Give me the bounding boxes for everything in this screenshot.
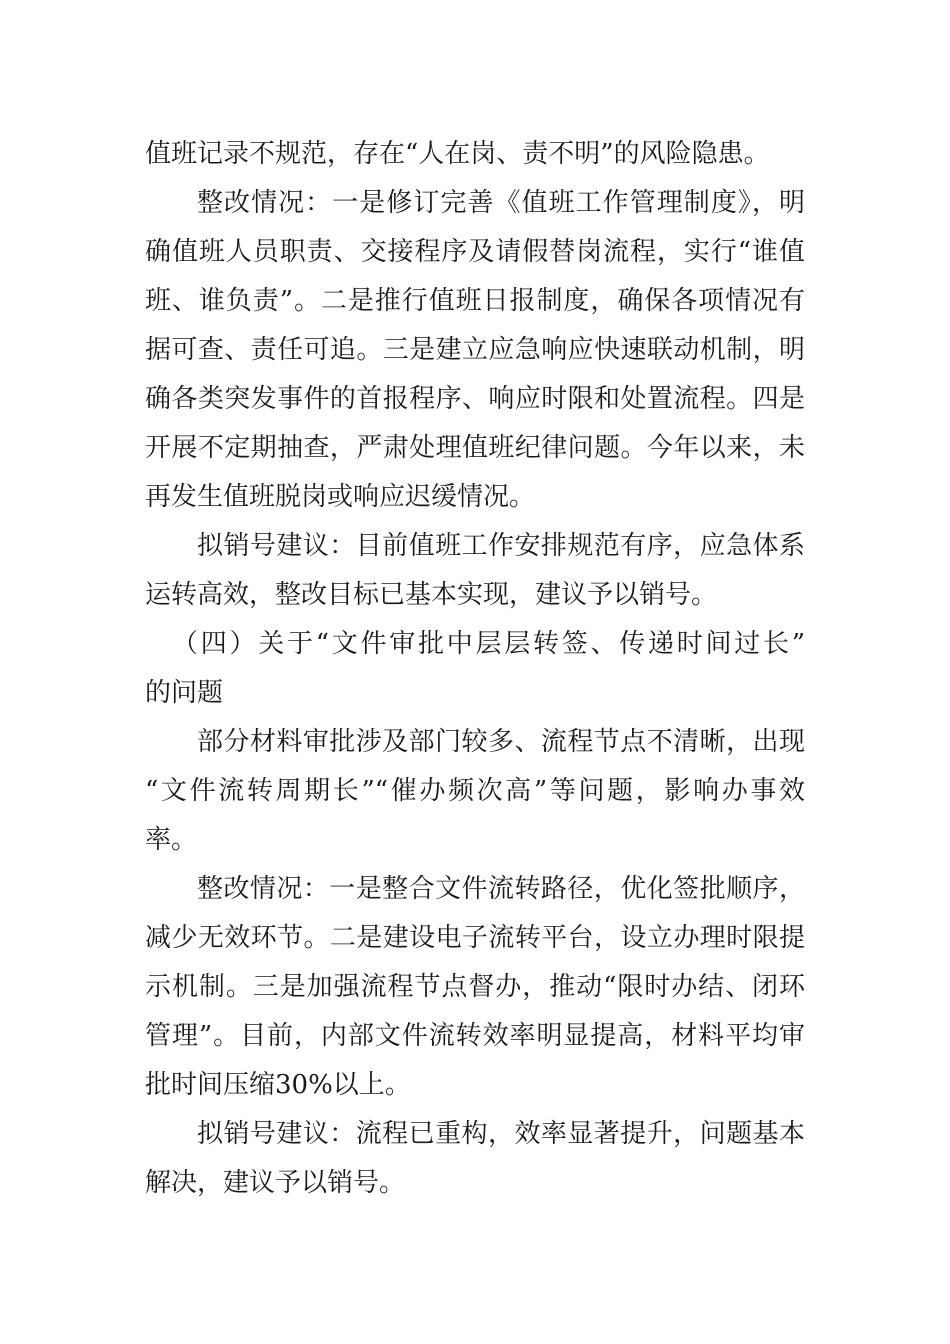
text-line: 部分材料审批涉及部门较多、流程节点不清晰，出现 xyxy=(197,727,805,757)
text-line: 减少无效环节。二是建设电子流转平台，设立办理时限提 xyxy=(145,923,805,953)
text-line: 据可查、责任可追。三是建立应急响应快速联动机制，明 xyxy=(145,335,805,365)
text-line: 拟销号建议：目前值班工作安排规范有序，应急体系 xyxy=(197,531,805,561)
text-line: 运转高效，整改目标已基本实现，建议予以销号。 xyxy=(145,580,718,610)
text-line: 班、谁负责”。二是推行值班日报制度，确保各项情况有 xyxy=(145,286,805,316)
text-line: 确各类突发事件的首报程序、响应时限和处置流程。四是 xyxy=(145,384,805,414)
text-line: 批时间压缩30%以上。 xyxy=(145,1070,411,1100)
text-line: 率。 xyxy=(145,825,198,855)
section-heading: 的问题 xyxy=(145,678,224,708)
text-line: 值班记录不规范，存在“人在岗、责不明”的风险隐患。 xyxy=(145,139,770,169)
text-line: 整改情况：一是修订完善《值班工作管理制度》，明 xyxy=(197,188,805,218)
text-line: 管理”。目前，内部文件流转效率明显提高，材料平均审 xyxy=(145,1021,805,1051)
text-line: 确值班人员职责、交接程序及请假替岗流程，实行“谁值 xyxy=(145,237,805,267)
text-line: “文件流转周期长”“催办频次高”等问题，影响办事效 xyxy=(145,776,805,806)
text-line: 示机制。三是加强流程节点督办，推动“限时办结、闭环 xyxy=(145,972,805,1002)
text-line: 拟销号建议：流程已重构，效率显著提升，问题基本 xyxy=(197,1119,805,1149)
text-line: 开展不定期抽查，严肃处理值班纪律问题。今年以来，未 xyxy=(145,433,805,463)
text-line: 解决，建议予以销号。 xyxy=(145,1168,406,1198)
text-line: 再发生值班脱岗或响应迟缓情况。 xyxy=(145,482,536,512)
text-line: 整改情况：一是整合文件流转路径，优化签批顺序， xyxy=(197,874,805,904)
section-heading: （四）关于“文件审批中层层转签、传递时间过长” xyxy=(172,629,805,659)
